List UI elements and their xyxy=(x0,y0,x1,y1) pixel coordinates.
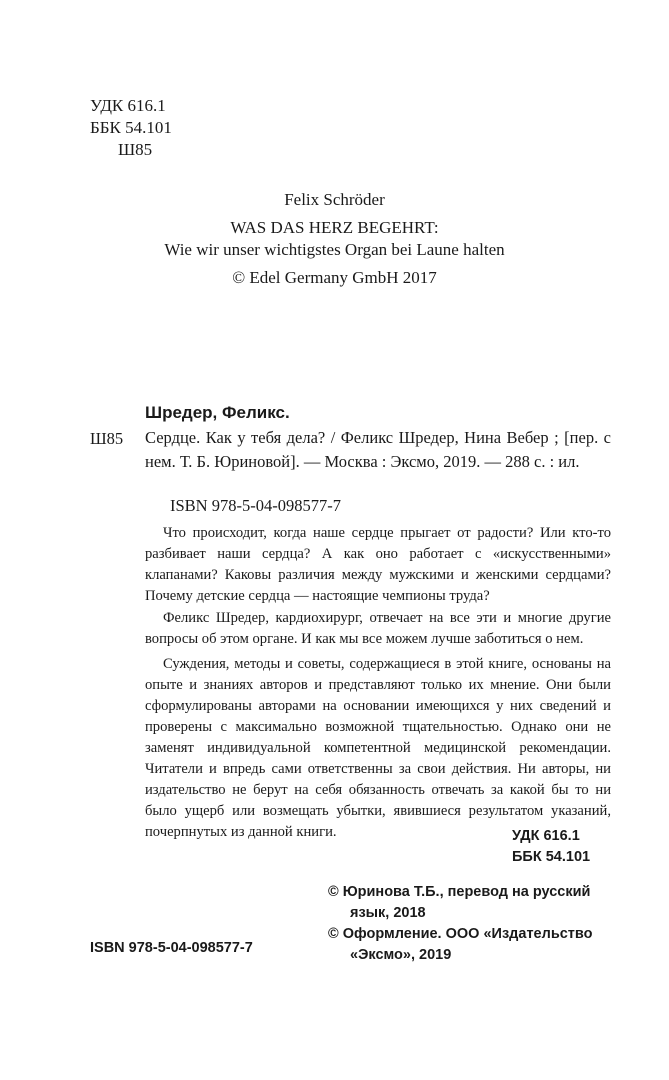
bib-description: Сердце. Как у тебя дела? / Феликс Шредер, Нина Вебер ; [пер. с нем. Т. Б. Юриновой]. — Москва : Эксмо, 2019. — 288 с. : ил. xyxy=(145,428,611,471)
author-mark-top: Ш85 xyxy=(118,140,153,159)
bib-mark: Ш85 xyxy=(90,429,124,448)
original-title: WAS DAS HERZ BEGEHRT: xyxy=(230,218,439,237)
translation-copyright: © Юринова Т.Б., перевод на русский язык, 2018 xyxy=(328,884,591,921)
annotation-paragraph-1: Что происходит, когда наше сердце прыгает от радости? Или кто-то разбивает наши сердца? А как оно работает с «искусственными» клапанами? Каковы различия между мужскими и женскими сердцами? Почему детские сердца — настоящие чемпионы труда? xyxy=(145,525,611,604)
udk-code-top: УДК 616.1 xyxy=(90,96,166,115)
annotation-paragraph-2: Феликс Шредер, кардиохирург, отвечает на все эти и многие другие вопросы об этом органе. И как мы все можем лучше заботиться о нем. xyxy=(145,610,611,647)
original-subtitle: Wie wir unser wichtigstes Organ bei Laune halten xyxy=(164,240,505,259)
isbn-bottom: ISBN 978-5-04-098577-7 xyxy=(90,940,253,956)
annotation-paragraph-3: Суждения, методы и советы, содержащиеся в этой книге, основаны на опыте и знаниях авторов и представляют только их мнение. Они были сформулированы авторами на основании имеющихся у них сведений и проверены с максимально возможной тщательностью. Однако они не заменят индивидуальной компетентной медицинской рекомендации. Читатели и впредь сами ответственны за свои действия. Ни авторы, ни издательство не берут на себя обязанность отвечать за какой бы то ни было ущерб или возмещать убытки, явившиеся результатом указаний, почерпнутых из данной книги. xyxy=(145,656,611,840)
bib-isbn: ISBN 978-5-04-098577-7 xyxy=(170,496,341,515)
bib-heading: Шредер, Феликс. xyxy=(145,403,290,422)
bbk-code-bottom: ББК 54.101 xyxy=(512,849,591,865)
udk-code-bottom: УДК 616.1 xyxy=(512,828,580,844)
original-copyright: © Edel Germany GmbH 2017 xyxy=(232,268,437,287)
design-copyright: © Оформление. ООО «Издательство «Эксмо», 2019 xyxy=(328,926,593,963)
original-author: Felix Schröder xyxy=(284,190,385,209)
bbk-code-top: ББК 54.101 xyxy=(90,118,172,137)
